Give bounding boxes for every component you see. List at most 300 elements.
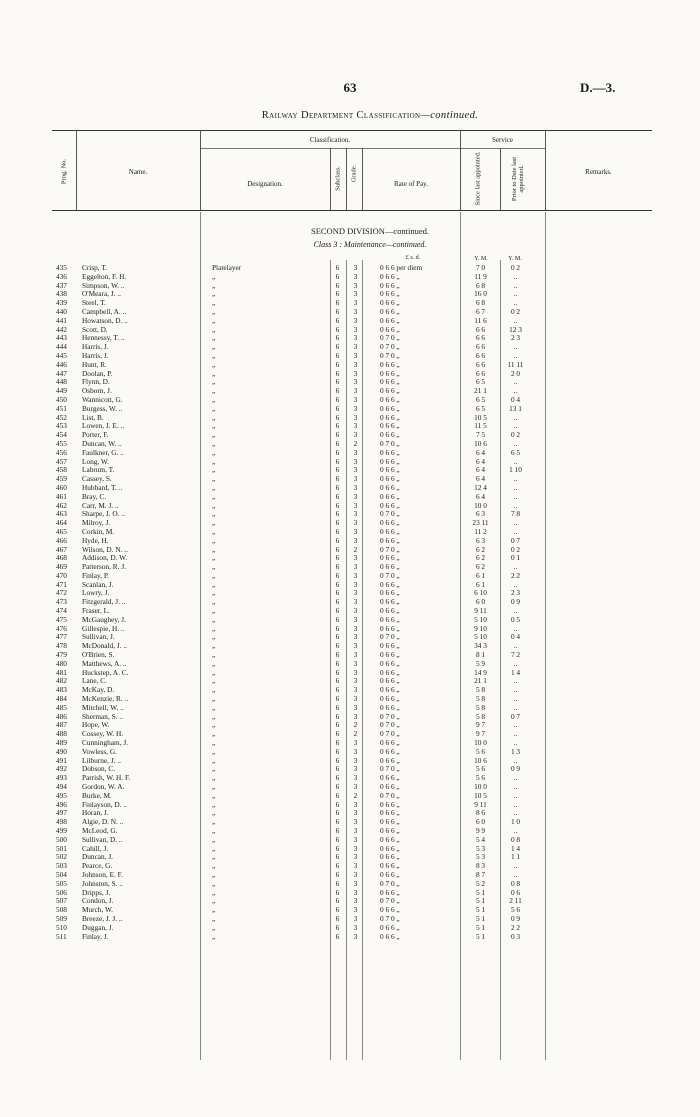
service-since-appointed: 11 5 (474, 421, 487, 431)
employee-name: Howatson, D. .. (82, 315, 128, 325)
rate-of-pay: 0 6 6 „ (380, 394, 400, 404)
rate-of-pay: 0 7 0 „ (380, 711, 400, 721)
rate-of-pay: 0 6 6 „ (380, 535, 400, 545)
employee-name: Corkin, M. (82, 526, 115, 536)
prog-no: 510 (56, 922, 67, 932)
service-since-appointed: 34 3 (474, 641, 487, 651)
service-since-appointed: 6 2 (475, 562, 486, 572)
designation: „ (212, 553, 216, 563)
prog-no: 496 (56, 799, 67, 809)
service-prior-to-date: 1 10 (509, 465, 522, 475)
employee-name: Dobson, C. (82, 764, 116, 774)
prog-no: 469 (56, 562, 67, 572)
designation: „ (212, 368, 216, 378)
subclass: 6 (335, 430, 340, 440)
employee-name: Campbell, A. .. (82, 306, 127, 316)
title-prefix: Railway Department Classification (261, 110, 421, 121)
service-prior-to-date: 0 8 (510, 834, 521, 844)
prog-no: 462 (56, 500, 67, 510)
rate-of-pay: 0 6 6 „ (380, 826, 400, 835)
employee-name: Matthews, A. .. (82, 658, 127, 668)
subclass: 6 (335, 465, 340, 475)
service-prior-to-date: 1 4 (510, 667, 521, 677)
grade: 3 (353, 808, 358, 818)
grade: 3 (353, 562, 358, 572)
designation: „ (212, 905, 216, 915)
subclass: 6 (335, 913, 340, 923)
service-since-appointed: 5 8 (475, 711, 486, 721)
service-since-appointed: 5 1 (475, 905, 486, 915)
subclass: 6 (335, 922, 340, 932)
designation: „ (212, 544, 216, 554)
service-prior-to-date: 7 8 (510, 509, 521, 519)
grade: 3 (353, 650, 358, 660)
employee-name: O'Brien, S. (82, 650, 115, 660)
service-prior-to-date: 0 4 (510, 394, 521, 404)
service-prior-to-date: .. (513, 377, 518, 387)
employee-name: Flynn, D. (82, 377, 110, 387)
service-prior-to-date: .. (513, 280, 518, 290)
subclass: 6 (335, 544, 340, 554)
table-row (0, 933, 700, 942)
grade: 3 (353, 280, 358, 290)
grade: 3 (353, 526, 358, 536)
grade: 3 (353, 614, 358, 624)
prog-no: 507 (56, 896, 67, 906)
service-since-appointed: 5 8 (475, 694, 486, 704)
designation: „ (212, 720, 216, 730)
designation: „ (212, 826, 216, 835)
prog-no: 440 (56, 306, 67, 316)
service-prior-to-date: .. (513, 315, 518, 325)
service-since-appointed: 9 7 (475, 729, 486, 739)
service-prior-to-date: 12 3 (509, 324, 522, 334)
designation: „ (212, 526, 216, 536)
prog-no: 508 (56, 905, 67, 915)
service-header: Service (492, 136, 513, 144)
prog-no: 451 (56, 403, 67, 413)
grade: 2 (353, 729, 358, 739)
grade: 3 (353, 394, 358, 404)
grade: 3 (353, 474, 358, 484)
service-prior-to-date: .. (513, 518, 518, 528)
employee-name: Mitchell, W. .. (82, 702, 124, 712)
service-prior-to-date: 0 9 (510, 764, 521, 774)
subclass: 6 (335, 746, 340, 756)
prog-no: 484 (56, 694, 67, 704)
service-prior-to-date: .. (513, 826, 518, 835)
prior-header: Prior to Date last appointed. (511, 156, 525, 202)
grade: 3 (353, 887, 358, 897)
rate-of-pay: 0 6 6 „ (380, 869, 400, 879)
prog-no: 472 (56, 588, 67, 598)
rate-of-pay: 0 6 6 „ (380, 773, 400, 783)
prog-no: 478 (56, 641, 67, 651)
employee-name: Faulkner, G. .. (82, 447, 124, 457)
rate-of-pay: 0 6 6 „ (380, 271, 400, 281)
designation: „ (212, 711, 216, 721)
service-since-appointed: 6 4 (475, 491, 486, 501)
rate-of-pay: 0 6 6 „ (380, 658, 400, 668)
service-since-appointed: 5 3 (475, 852, 486, 862)
grade: 3 (353, 491, 358, 501)
rate-of-pay: 0 7 0 „ (380, 913, 400, 923)
designation: „ (212, 808, 216, 818)
service-prior-to-date: .. (513, 694, 518, 704)
prog-no: 511 (56, 931, 67, 941)
subclass: 6 (335, 386, 340, 396)
prog-no: 438 (56, 289, 67, 299)
employee-name: Fitzgerald, J. .. (82, 597, 126, 607)
subclass-header: Subclass. (334, 166, 342, 191)
employee-name: Duncan, J. (82, 852, 114, 862)
service-since-appointed: 9 11 (474, 606, 487, 616)
subclass: 6 (335, 553, 340, 563)
service-since-appointed: 5 6 (475, 746, 486, 756)
service-since-appointed: 6 7 (475, 306, 486, 316)
grade: 3 (353, 430, 358, 440)
rate-of-pay: 0 7 0 „ (380, 896, 400, 906)
grade: 3 (353, 535, 358, 545)
service-since-appointed: 8 3 (475, 861, 486, 871)
designation: „ (212, 350, 216, 360)
prog-no: 445 (56, 350, 67, 360)
service-prior-to-date: .. (513, 755, 518, 765)
grade: 3 (353, 447, 358, 457)
employee-name: Johnston, S. .. (82, 878, 123, 888)
designation: „ (212, 913, 216, 923)
designation: „ (212, 271, 216, 281)
subclass: 6 (335, 861, 340, 871)
grade: 3 (353, 896, 358, 906)
grade: 3 (353, 913, 358, 923)
employee-name: Fraser, L. (82, 606, 110, 616)
rate-of-pay: 0 6 6 „ (380, 386, 400, 396)
prog-no: 460 (56, 482, 67, 492)
prog-no: 457 (56, 456, 67, 466)
rate-of-pay: 0 6 6 „ (380, 289, 400, 299)
designation: „ (212, 333, 216, 343)
service-prior-to-date: 7 2 (510, 650, 521, 660)
since-units: Y. M. (474, 256, 488, 262)
service-prior-to-date: 2 2 (510, 922, 521, 932)
service-since-appointed: 6 4 (475, 456, 486, 466)
grade: 3 (353, 782, 358, 792)
grade: 3 (353, 694, 358, 704)
grade: 3 (353, 588, 358, 598)
service-since-appointed: 5 10 (474, 614, 487, 624)
designation: „ (212, 562, 216, 572)
subclass: 6 (335, 632, 340, 642)
grade: 3 (353, 711, 358, 721)
rate-of-pay: 0 6 6 „ (380, 526, 400, 536)
service-prior-to-date: .. (513, 500, 518, 510)
service-prior-to-date: .. (513, 350, 518, 360)
grade: 2 (353, 720, 358, 730)
designation: „ (212, 447, 216, 457)
subclass: 6 (335, 676, 340, 686)
service-since-appointed: 5 1 (475, 887, 486, 897)
service-prior-to-date: .. (513, 298, 518, 308)
service-prior-to-date: 2 3 (510, 333, 521, 343)
grade: 3 (353, 368, 358, 378)
service-since-appointed: 6 6 (475, 350, 486, 360)
employee-name: Duncan, W. .. (82, 438, 122, 448)
service-prior-to-date: 0 6 (510, 887, 521, 897)
rate-of-pay: 0 6 6 „ (380, 887, 400, 897)
grade: 3 (353, 773, 358, 783)
designation: „ (212, 289, 216, 299)
subclass: 6 (335, 667, 340, 677)
grade: 3 (353, 412, 358, 422)
subclass: 6 (335, 896, 340, 906)
grade: 2 (353, 438, 358, 448)
designation: „ (212, 280, 216, 290)
prog-no: 488 (56, 729, 67, 739)
employee-name: Pearce, G. (82, 861, 113, 871)
remarks-header: Remarks. (585, 168, 612, 176)
subclass: 6 (335, 394, 340, 404)
service-prior-to-date: .. (513, 790, 518, 800)
service-prior-to-date: .. (513, 676, 518, 686)
designation: Platelayer (212, 263, 242, 272)
prog-no: 449 (56, 386, 67, 396)
subclass: 6 (335, 333, 340, 343)
grade: 3 (353, 359, 358, 369)
designation: „ (212, 465, 216, 475)
service-since-appointed: 11 9 (474, 271, 487, 281)
grade: 3 (353, 667, 358, 677)
grade-header: Grade. (350, 164, 358, 183)
rate-of-pay: 0 6 6 „ (380, 491, 400, 501)
rate-of-pay: 0 6 6 „ (380, 922, 400, 932)
employee-name: Scanlan, J. (82, 579, 114, 589)
prog-no: 470 (56, 570, 67, 580)
service-since-appointed: 21 1 (474, 386, 487, 396)
subclass: 6 (335, 359, 340, 369)
employee-name: Bray, C. (82, 491, 107, 501)
designation: „ (212, 456, 216, 466)
employee-name: Harris, J. (82, 342, 109, 352)
employee-name: Simpson, W. .. (82, 280, 125, 290)
rate-of-pay: 0 6 6 „ (380, 641, 400, 651)
service-since-appointed: 8 6 (475, 808, 486, 818)
employee-table-body (0, 264, 700, 941)
prog-no: 491 (56, 755, 67, 765)
employee-name: Finlayson, D. .. (82, 799, 127, 809)
rate-of-pay: 0 6 6 „ (380, 667, 400, 677)
grade: 3 (353, 553, 358, 563)
employee-name: Sharpe, J. O. .. (82, 509, 125, 519)
grade: 3 (353, 570, 358, 580)
rate-of-pay: 0 6 6 „ (380, 280, 400, 290)
subclass: 6 (335, 456, 340, 466)
prog-no: 439 (56, 298, 67, 308)
prog-no: 490 (56, 746, 67, 756)
rate-of-pay: 0 6 6 „ (380, 562, 400, 572)
employee-name: Crisp, T. (82, 263, 108, 272)
designation: „ (212, 685, 216, 695)
subclass: 6 (335, 535, 340, 545)
rate-of-pay: 0 7 0 „ (380, 570, 400, 580)
employee-name: McKenzie, R. .. (82, 694, 129, 704)
designation: „ (212, 474, 216, 484)
employee-name: Cahill, J. (82, 843, 109, 853)
rate-of-pay: 0 7 0 „ (380, 333, 400, 343)
prog-no: 447 (56, 368, 67, 378)
employee-name: Carr, M. J. .. (82, 500, 119, 510)
prog-no: 492 (56, 764, 67, 774)
employee-name: Long, W. (82, 456, 109, 466)
grade: 3 (353, 403, 358, 413)
grade: 3 (353, 386, 358, 396)
grade: 3 (353, 509, 358, 519)
service-prior-to-date: 0 9 (510, 597, 521, 607)
service-since-appointed: 6 0 (475, 817, 486, 827)
subclass: 6 (335, 350, 340, 360)
subclass: 6 (335, 623, 340, 633)
prog-no: 452 (56, 412, 67, 422)
table-row (0, 405, 700, 414)
prog-no: 486 (56, 711, 67, 721)
service-prior-to-date: 0 7 (510, 711, 521, 721)
employee-name: Scott, D. (82, 324, 108, 334)
service-prior-to-date: .. (513, 474, 518, 484)
grade: 2 (353, 544, 358, 554)
rate-of-pay: 0 6 6 „ (380, 606, 400, 616)
grade: 3 (353, 500, 358, 510)
designation: „ (212, 650, 216, 660)
designation: „ (212, 667, 216, 677)
subclass: 6 (335, 790, 340, 800)
rate-of-pay: 0 6 6 „ (380, 359, 400, 369)
designation: „ (212, 359, 216, 369)
service-prior-to-date: .. (513, 773, 518, 783)
service-prior-to-date: .. (513, 482, 518, 492)
designation: „ (212, 746, 216, 756)
service-since-appointed: 5 2 (475, 878, 486, 888)
service-prior-to-date: .. (513, 438, 518, 448)
designation: „ (212, 403, 216, 413)
grade: 3 (353, 905, 358, 915)
subclass: 6 (335, 289, 340, 299)
employee-name: Milroy, J. (82, 518, 111, 528)
rate-of-pay: 0 6 6 „ (380, 702, 400, 712)
service-since-appointed: 6 2 (475, 553, 486, 563)
prog-no: 499 (56, 826, 67, 835)
designation: „ (212, 306, 216, 316)
prog-no: 435 (56, 263, 67, 272)
prog-no: 502 (56, 852, 67, 862)
employee-name: Cossey, W. H. (82, 729, 124, 739)
designation: „ (212, 641, 216, 651)
subclass: 6 (335, 412, 340, 422)
service-since-appointed: 9 9 (475, 826, 486, 835)
service-prior-to-date: .. (513, 799, 518, 809)
employee-name: McLeod, G. (82, 826, 118, 835)
employee-name: Gillespie, H. .. (82, 623, 125, 633)
prog-no: 464 (56, 518, 67, 528)
service-since-appointed: 6 5 (475, 403, 486, 413)
subclass: 6 (335, 403, 340, 413)
service-prior-to-date: 2 2 (510, 570, 521, 580)
grade: 3 (353, 632, 358, 642)
designation: „ (212, 922, 216, 932)
subclass: 6 (335, 817, 340, 827)
service-since-appointed: 10 5 (474, 790, 487, 800)
designation: „ (212, 878, 216, 888)
designation: „ (212, 702, 216, 712)
subclass: 6 (335, 315, 340, 325)
rate-of-pay: 0 6 6 „ (380, 597, 400, 607)
prog-no: 505 (56, 878, 67, 888)
employee-name: Patterson, R. J. (82, 562, 126, 572)
grade: 3 (353, 676, 358, 686)
subclass: 6 (335, 421, 340, 431)
rate-of-pay: 0 6 6 „ (380, 579, 400, 589)
service-prior-to-date: 0 1 (510, 553, 521, 563)
grade: 3 (353, 702, 358, 712)
rate-of-pay: 0 6 6 „ (380, 403, 400, 413)
rate-of-pay: 0 6 6 „ (380, 474, 400, 484)
subclass: 6 (335, 694, 340, 704)
designation: „ (212, 535, 216, 545)
employee-name: McGaughey, J. (82, 614, 126, 624)
service-since-appointed: 5 10 (474, 632, 487, 642)
service-prior-to-date: .. (513, 861, 518, 871)
subclass: 6 (335, 843, 340, 853)
employee-name: List, B. (82, 412, 104, 422)
grade: 3 (353, 306, 358, 316)
employee-name: Hubbard, T. .. (82, 482, 123, 492)
subclass: 6 (335, 482, 340, 492)
service-since-appointed: 6 4 (475, 447, 486, 457)
rate-of-pay: 0 6 6 „ (380, 421, 400, 431)
service-since-appointed: 10 0 (474, 738, 487, 748)
designation: „ (212, 342, 216, 352)
rate-of-pay: 0 7 0 „ (380, 350, 400, 360)
prog-no: 473 (56, 597, 67, 607)
service-since-appointed: 16 0 (474, 289, 487, 299)
subclass: 6 (335, 324, 340, 334)
designation: „ (212, 500, 216, 510)
subclass: 6 (335, 773, 340, 783)
prog-no: 467 (56, 544, 67, 554)
employee-name: Osborn, J. (82, 386, 112, 396)
rate-of-pay: 0 6 6 „ (380, 298, 400, 308)
service-prior-to-date: .. (513, 623, 518, 633)
rate-of-pay: 0 6 6 „ (380, 685, 400, 695)
prog-no: 444 (56, 342, 67, 352)
rate-of-pay: 0 6 6 „ (380, 852, 400, 862)
rate-header: Rate of Pay. (394, 180, 428, 188)
grade: 3 (353, 817, 358, 827)
designation: „ (212, 386, 216, 396)
prog-no: 463 (56, 509, 67, 519)
prog-no: 493 (56, 773, 67, 783)
grade: 3 (353, 738, 358, 748)
grade: 3 (353, 826, 358, 835)
employee-name: Hunt, R. (82, 359, 107, 369)
grade: 3 (353, 315, 358, 325)
designation: „ (212, 861, 216, 871)
rate-of-pay: 0 6 6 per diem (380, 263, 423, 272)
service-since-appointed: 5 4 (475, 834, 486, 844)
rate-of-pay: 0 6 6 „ (380, 430, 400, 440)
service-prior-to-date: .. (513, 702, 518, 712)
prog-no: 466 (56, 535, 67, 545)
employee-name: Breeze, J. J. .. (82, 913, 123, 923)
